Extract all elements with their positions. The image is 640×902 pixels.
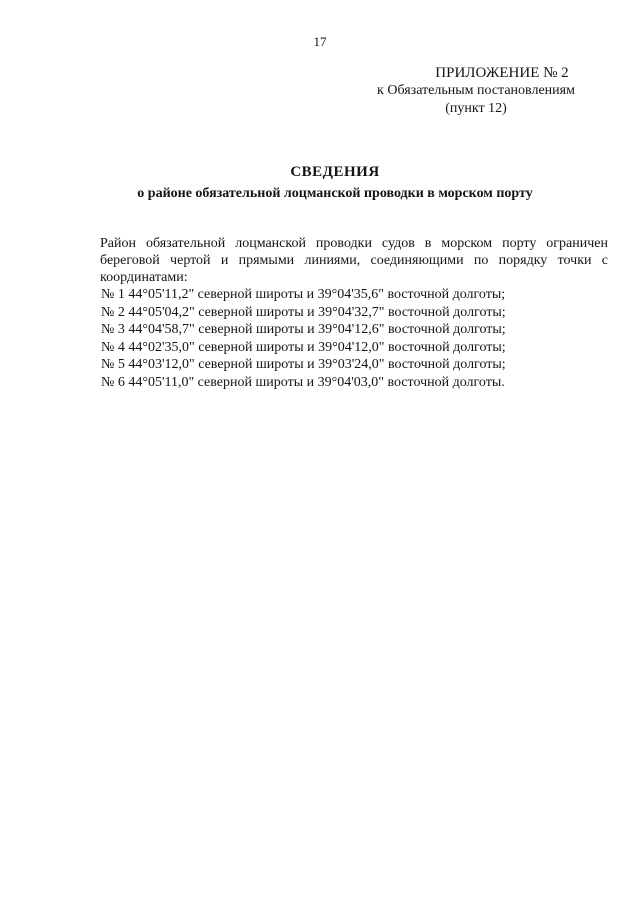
appendix-reference: к Обязательным постановлениям bbox=[377, 83, 575, 98]
coordinate-item: № 6 44°05'11,0" северной широты и 39°04'03,0" восточной долготы. bbox=[101, 374, 505, 390]
appendix-title: ПРИЛОЖЕНИЕ № 2 bbox=[435, 65, 569, 81]
appendix-clause: (пункт 12) bbox=[445, 101, 507, 116]
coordinate-item: № 5 44°03'12,0" северной широты и 39°03'24,0" восточной долготы; bbox=[101, 357, 506, 373]
document-body bbox=[101, 235, 609, 392]
coordinate-item: № 3 44°04'58,7" северной широты и 39°04'12,6" восточной долготы; bbox=[101, 322, 506, 338]
intro-wrapper bbox=[100, 235, 608, 286]
page-number: 17 bbox=[313, 34, 327, 49]
appendix-header bbox=[346, 64, 606, 118]
coordinate-item: № 1 44°05'11,2" северной широты и 39°04'35,6" восточной долготы; bbox=[101, 287, 506, 302]
document-title: СВЕДЕНИЯ bbox=[290, 164, 380, 180]
coordinate-item: № 2 44°05'04,2" северной широты и 39°04'32,7" восточной долготы; bbox=[101, 304, 506, 320]
coordinate-list bbox=[101, 286, 609, 392]
intro-paragraph: Район обязательной лоцманской проводки судов в морском порту ограничен береговой чертой и прямыми линиями, соединяющими по порядку точки с координатами: bbox=[100, 236, 608, 285]
coordinate-item: № 4 44°02'35,0" северной широты и 39°04'12,0" восточной долготы; bbox=[101, 339, 506, 355]
document-subtitle: о районе обязательной лоцманской проводки в морском порту bbox=[137, 186, 533, 201]
